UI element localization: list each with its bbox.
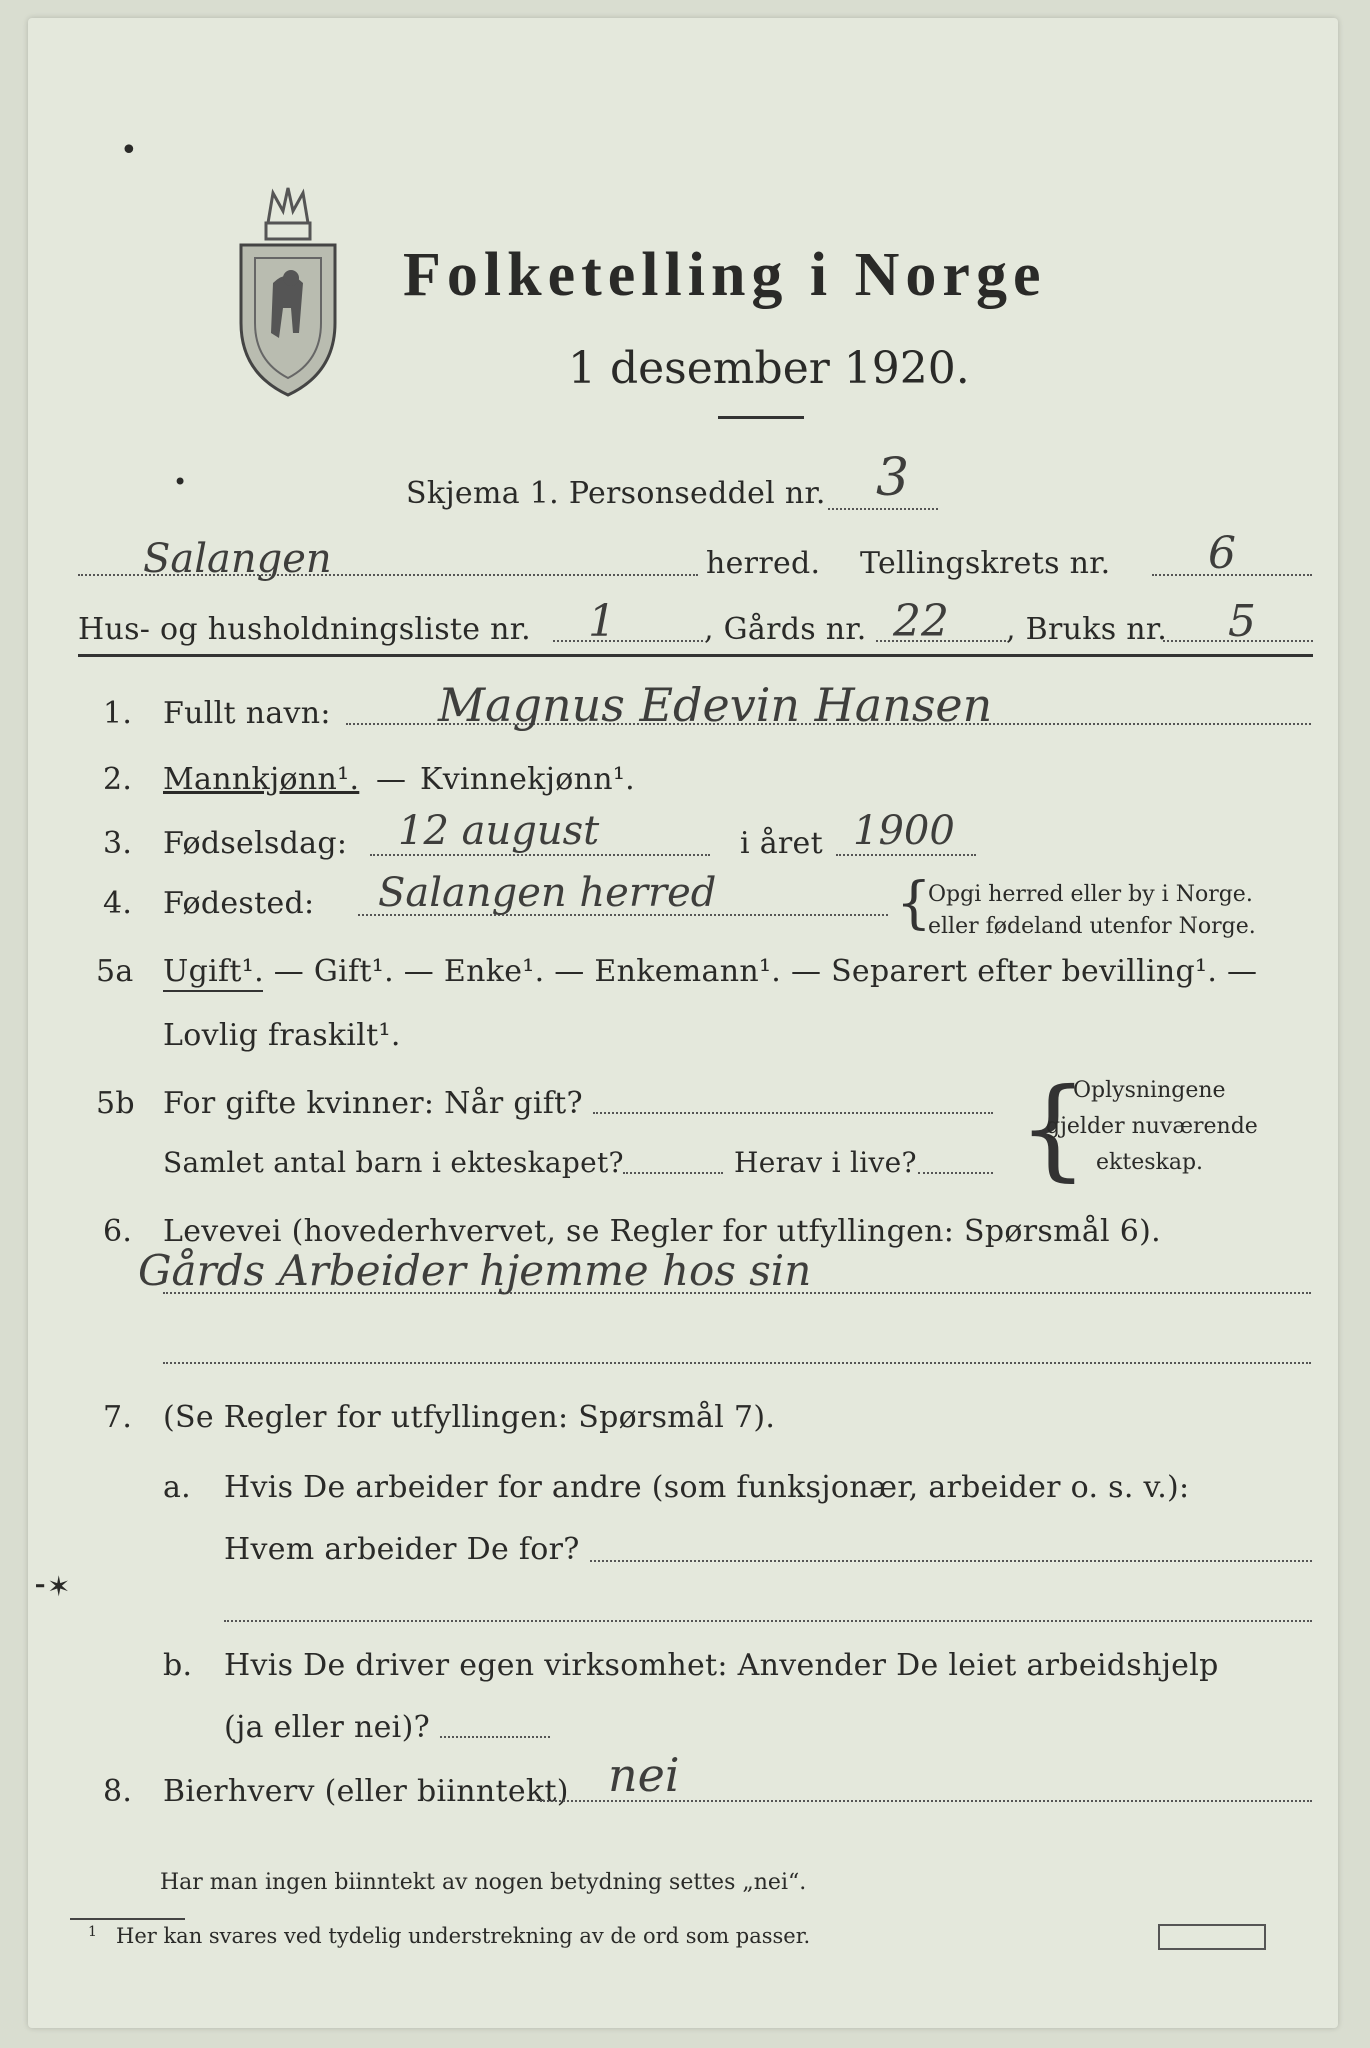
printer-stamp (1158, 1924, 1266, 1950)
side-income-label: Bierhverv (eller biinntekt) (163, 1774, 569, 1809)
occupation-field-2[interactable] (163, 1362, 1311, 1364)
hired-help-label: (ja eller nei)? (224, 1710, 430, 1745)
schema-label: Skjema 1. Personseddel nr. (406, 476, 826, 511)
year-label: i året (740, 826, 823, 861)
marital-status-divorced[interactable]: Lovlig fraskilt¹. (163, 1018, 401, 1053)
q5b-note-2: gjelder nuværende (1046, 1114, 1258, 1139)
employer-field[interactable] (590, 1560, 1312, 1562)
birth-year-field[interactable] (836, 854, 976, 856)
children-count-label: Samlet antal barn i ekteskapet? (163, 1146, 624, 1179)
q6-number: 6. (103, 1214, 133, 1249)
schema-number-field[interactable] (828, 508, 938, 510)
side-income-value: nei (608, 1748, 680, 1802)
hus-value: 1 (588, 596, 616, 647)
children-alive-field[interactable] (918, 1172, 993, 1174)
title-divider (718, 416, 804, 419)
gender-separator: — (376, 762, 407, 797)
q7b-label: Hvis De driver egen virksomhet: Anvender De leiet arbeidshjelp (224, 1648, 1219, 1683)
hus-label: Hus- og husholdningsliste nr. (78, 612, 531, 647)
bruks-label: , Bruks nr. (1006, 612, 1168, 647)
footnote-text: Her kan svares ved tydelig understrekning av de ord som passer. (116, 1924, 811, 1948)
q7-label: (Se Regler for utfyllingen: Spørsmål 7). (163, 1400, 776, 1435)
section-divider (78, 654, 1313, 657)
children-count-field[interactable] (623, 1172, 723, 1174)
q5b-note-1: Oplysningene (1073, 1078, 1226, 1103)
q4-label: Fødested: (163, 886, 315, 921)
schema-number-value: 3 (876, 448, 910, 508)
gards-label: , Gårds nr. (704, 612, 867, 647)
q4-number: 4. (103, 886, 133, 921)
income-note: Har man ingen biinntekt av nogen betydning settes „nei“. (160, 1870, 807, 1895)
hus-field[interactable] (553, 640, 703, 642)
employer-field-2[interactable] (224, 1620, 1312, 1622)
employer-label: Hvem arbeider De for? (224, 1532, 580, 1567)
birthplace-hint-1: Opgi herred eller by i Norge. (928, 882, 1253, 907)
herred-value: Salangen (143, 536, 332, 582)
note-brace: { (1018, 1064, 1088, 1192)
male-option[interactable]: Mannkjønn¹. (163, 762, 360, 797)
q7a-label: Hvis De arbeider for andre (som funksjonær, arbeider o. s. v.): (224, 1470, 1190, 1505)
q7b-letter: b. (163, 1648, 193, 1683)
form-title: Folketelling i Norge (403, 241, 1047, 309)
bruks-value: 5 (1228, 596, 1256, 647)
hint-brace: { (896, 871, 932, 936)
birthday-value: 12 august (398, 808, 600, 854)
tellingskrets-value: 6 (1208, 528, 1236, 579)
margin-mark: ⁃✶ (33, 1570, 71, 1603)
birthplace-hint-2: eller fødeland utenfor Norge. (928, 914, 1256, 939)
census-date: 1 desember 1920. (568, 343, 970, 394)
q8-number: 8. (103, 1774, 133, 1809)
q2-number: 2. (103, 762, 133, 797)
gards-value: 22 (893, 596, 949, 647)
q1-number: 1. (103, 696, 133, 731)
herred-label: herred. (706, 546, 821, 581)
ugift-underline (163, 990, 263, 992)
q7a-letter: a. (163, 1470, 192, 1505)
footnote-divider (70, 1918, 185, 1920)
birthplace-value: Salangen herred (378, 870, 717, 916)
married-when-field[interactable] (593, 1112, 993, 1114)
marital-status-options[interactable]: Ugift¹. — Gift¹. — Enke¹. — Enkemann¹. — Separert efter bevilling¹. — (163, 954, 1258, 989)
female-option[interactable]: Kvinnekjønn¹. (420, 762, 635, 797)
q7-number: 7. (103, 1400, 133, 1435)
birth-year-value: 1900 (853, 808, 955, 854)
q5b-number: 5b (96, 1086, 135, 1121)
q3-number: 3. (103, 826, 133, 861)
census-form (28, 18, 1338, 2028)
occupation-value: Gårds Arbeider hjemme hos sin (138, 1246, 812, 1295)
q5a-number: 5a (96, 954, 134, 989)
married-when-label: For gifte kvinner: Når gift? (163, 1086, 583, 1121)
q5b-note-3: ekteskap. (1096, 1150, 1204, 1175)
hired-help-field[interactable] (440, 1736, 550, 1738)
tellingskrets-label: Tellingskrets nr. (860, 546, 1111, 581)
q3-label: Fødselsdag: (163, 826, 348, 861)
birthday-field[interactable] (370, 854, 710, 856)
q1-label: Fullt navn: (163, 696, 331, 731)
occupation-label: Levevei (hovederhvervet, se Regler for utfyllingen: Spørsmål 6). (163, 1214, 1161, 1249)
bullet-dot: • (120, 133, 138, 168)
children-alive-label: Herav i live? (734, 1146, 917, 1179)
full-name-value: Magnus Edevin Hansen (438, 678, 993, 732)
bullet-dot: • (173, 468, 188, 496)
footnote-mark: 1 (88, 1924, 97, 1940)
norway-coat-of-arms-icon (233, 183, 343, 398)
